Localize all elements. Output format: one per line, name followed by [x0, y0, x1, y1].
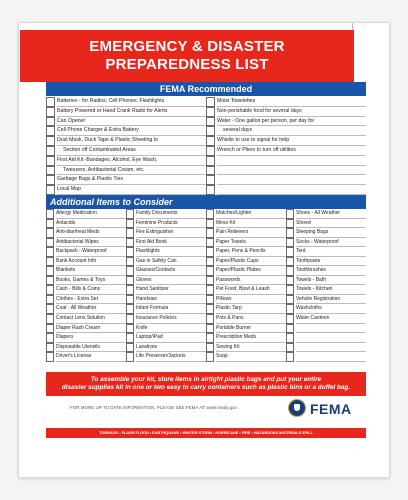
title-line-2: PREPAREDNESS LIST [105, 56, 269, 73]
additional-item: Passwords [216, 276, 286, 286]
additional-item: Cash - Bills & Coins [56, 285, 126, 295]
additional-row [126, 285, 206, 295]
checkbox[interactable] [46, 343, 54, 353]
checkbox[interactable] [206, 126, 215, 136]
additional-item: Prescription Meds [216, 333, 286, 343]
checkbox[interactable] [286, 228, 294, 238]
additional-item: Backpack - Waterproof [56, 247, 126, 257]
checkbox[interactable] [46, 97, 55, 107]
recommended-row [46, 97, 366, 107]
additional-item: Glasses/Contacts [136, 266, 206, 276]
additional-row [46, 219, 126, 229]
additional-item: Handsaw [136, 295, 206, 305]
recommended-item: Battery Powered or Hand Crank Radio for Alerts [57, 107, 206, 117]
recommended-row [46, 117, 366, 127]
notice-line-2: disaster supplies kit in one or two easy to carry containers such as plastic bins or a duffel bag. [61, 384, 351, 391]
additional-item: Laptop/iPad [136, 333, 206, 343]
additional-item: Disposable Utensils [56, 343, 126, 353]
checkbox[interactable] [206, 209, 214, 219]
additional-item: Coat - All Weather [56, 304, 126, 314]
checkbox[interactable] [206, 156, 215, 166]
checkbox[interactable] [286, 343, 294, 353]
checkbox[interactable] [286, 314, 294, 324]
additional-item: Paper/Plastic Plates [216, 266, 286, 276]
additional-row [286, 295, 366, 305]
recommended-heading: FEMA Recommended [46, 82, 366, 96]
footer-info: FOR MORE UP TO DATE INFORMATION, PLEASE SEE FEMA AT: www.ready.gov [70, 405, 237, 410]
additional-item: Toothbrushes [296, 266, 366, 276]
recommended-item: Moist Towelettes [217, 97, 366, 107]
recommended-row [46, 185, 366, 195]
additional-item: Gas in Safety Can [136, 257, 206, 267]
hazards-strip: TORNADO • FLASH FLOOD • EARTHQUAKE • WINTER STORM • HURRICANE • FIRE • HAZARDOUS MATERIALS SPILL [46, 428, 366, 438]
additional-row [46, 324, 126, 334]
checkbox[interactable] [46, 175, 55, 185]
checkbox[interactable] [206, 247, 214, 257]
additional-row [46, 276, 126, 286]
additional-row [286, 247, 366, 257]
additional-row [126, 304, 206, 314]
recommended-item: Water - One gallon per person, per day for [217, 117, 366, 127]
additional-item: Contact Lens Solution [56, 314, 126, 324]
checkbox[interactable] [126, 219, 134, 229]
additional-row [126, 247, 206, 257]
recommended-item: Cell Phone Charger & Extra Battery [57, 126, 206, 136]
checkbox[interactable] [46, 107, 55, 117]
additional-row [206, 266, 286, 276]
checkbox[interactable] [126, 209, 134, 219]
additional-row [286, 228, 366, 238]
additional-row [126, 343, 206, 353]
recommended-item [217, 185, 366, 195]
additional-row [46, 352, 126, 362]
additional-row [126, 352, 206, 362]
checkbox[interactable] [126, 257, 134, 267]
checkbox[interactable] [126, 228, 134, 238]
checkbox[interactable] [46, 285, 54, 295]
checkbox[interactable] [46, 166, 55, 176]
title-banner [20, 30, 354, 82]
additional-item: Bank Account Info [56, 257, 126, 267]
checkbox[interactable] [286, 247, 294, 257]
checkbox[interactable] [206, 333, 214, 343]
additional-row [206, 304, 286, 314]
additional-row [286, 219, 366, 229]
additional-item: Antacids [56, 219, 126, 229]
additional-item [296, 333, 366, 343]
additional-item: Laxatives [136, 343, 206, 353]
notice-box [46, 372, 366, 396]
recommended-item: Can Opener [57, 117, 206, 127]
recommended-row [46, 126, 366, 136]
additional-row [126, 266, 206, 276]
additional-row [126, 219, 206, 229]
recommended-list [46, 97, 366, 195]
additional-row [206, 295, 286, 305]
checkbox[interactable] [206, 266, 214, 276]
recommended-item: several days [217, 126, 366, 136]
recommended-row [46, 175, 366, 185]
additional-item: Socks - Waterproof [296, 238, 366, 248]
checkbox[interactable] [46, 304, 54, 314]
checkbox[interactable] [46, 238, 54, 248]
checkbox[interactable] [286, 295, 294, 305]
notice-line-1: To assemble your kit, store items in airtight plastic bags and put your entire [90, 376, 322, 383]
checkbox[interactable] [126, 333, 134, 343]
checkbox[interactable] [206, 343, 214, 353]
additional-row [206, 257, 286, 267]
checkbox[interactable] [126, 238, 134, 248]
additional-item: Flashlights [136, 247, 206, 257]
additional-item: Allergy Medication [56, 209, 126, 219]
additional-item: Insurance Policies [136, 314, 206, 324]
recommended-row [46, 156, 366, 166]
additional-item [296, 352, 366, 362]
checkbox[interactable] [286, 333, 294, 343]
additional-item: Pet Food, Bowl & Leash [216, 285, 286, 295]
checkbox[interactable] [286, 324, 294, 334]
checkbox[interactable] [206, 136, 215, 146]
additional-row [46, 295, 126, 305]
recommended-item: Dust Mask, Duck Tape & Plastic Sheeting to [57, 136, 206, 146]
additional-row [126, 276, 206, 286]
checkbox[interactable] [206, 219, 214, 229]
recommended-row [46, 107, 366, 117]
additional-item: Sewing Kit [216, 343, 286, 353]
additional-item [296, 324, 366, 334]
additional-item: Driver's License [56, 352, 126, 362]
additional-column [126, 209, 206, 362]
additional-item: Soap [216, 352, 286, 362]
additional-row [46, 266, 126, 276]
additional-row [286, 276, 366, 286]
checkbox[interactable] [46, 276, 54, 286]
additional-item: Washcloths [296, 304, 366, 314]
checkbox[interactable] [126, 285, 134, 295]
checkbox[interactable] [286, 238, 294, 248]
additional-row [46, 228, 126, 238]
recommended-item: Tweezers, Antibacterial Cream, etc. [57, 166, 206, 176]
checkbox[interactable] [46, 136, 55, 146]
additional-row [206, 352, 286, 362]
additional-row [126, 228, 206, 238]
additional-item: Toothpaste [296, 257, 366, 267]
additional-item: Feminine Products [136, 219, 206, 229]
checkbox[interactable] [286, 304, 294, 314]
additional-item [296, 343, 366, 353]
additional-list [46, 209, 366, 362]
additional-item: Diapers [56, 333, 126, 343]
dhs-seal-icon [288, 399, 306, 417]
checkbox[interactable] [206, 304, 214, 314]
checkbox[interactable] [46, 324, 54, 334]
checkbox[interactable] [286, 266, 294, 276]
additional-item: Portable Burner [216, 324, 286, 334]
checkbox[interactable] [46, 156, 55, 166]
additional-row [286, 209, 366, 219]
checkbox[interactable] [286, 219, 294, 229]
additional-row [126, 238, 206, 248]
additional-row [46, 314, 126, 324]
checkbox[interactable] [206, 352, 214, 362]
additional-item: Water Canteen [296, 314, 366, 324]
additional-item: Knife [136, 324, 206, 334]
additional-row [286, 333, 366, 343]
checkbox[interactable] [126, 266, 134, 276]
checkbox[interactable] [46, 295, 54, 305]
additional-column [286, 209, 366, 362]
checkbox[interactable] [206, 314, 214, 324]
recommended-row [46, 166, 366, 176]
checkbox[interactable] [46, 146, 55, 156]
additional-item: Books, Games & Toys [56, 276, 126, 286]
checkbox[interactable] [286, 285, 294, 295]
additional-row [46, 285, 126, 295]
additional-item: Fire Extinguisher [136, 228, 206, 238]
checkbox[interactable] [206, 97, 215, 107]
additional-row [286, 343, 366, 353]
checkbox[interactable] [126, 247, 134, 257]
checkbox[interactable] [206, 146, 215, 156]
checkbox[interactable] [46, 228, 54, 238]
additional-row [206, 209, 286, 219]
additional-row [206, 314, 286, 324]
additional-row [126, 295, 206, 305]
recommended-item: Local Map [57, 185, 206, 195]
additional-item: Anti-diarrheal Meds [56, 228, 126, 238]
additional-item: Infant Formula [136, 304, 206, 314]
additional-item: Gloves [136, 276, 206, 286]
checkbox[interactable] [46, 266, 54, 276]
additional-row [206, 238, 286, 248]
additional-row [126, 314, 206, 324]
checkbox[interactable] [46, 126, 55, 136]
additional-item: Antibacterial Wipes [56, 238, 126, 248]
additional-item: Paper/Plastic Cups [216, 257, 286, 267]
additional-row [46, 257, 126, 267]
recommended-item: Section off Contaminated Areas [57, 146, 206, 156]
checkbox[interactable] [206, 228, 214, 238]
recommended-item: Non-perishable food for several days [217, 107, 366, 117]
additional-row [286, 257, 366, 267]
checkbox[interactable] [126, 352, 134, 362]
additional-row [206, 333, 286, 343]
checkbox[interactable] [206, 285, 214, 295]
additional-item: Sleeping Bags [296, 228, 366, 238]
additional-item: Plastic Tarp [216, 304, 286, 314]
recommended-item [217, 166, 366, 176]
checkbox[interactable] [46, 117, 55, 127]
recommended-item: First Aid Kit -Bandages, Alcohol, Eye Wash, [57, 156, 206, 166]
additional-row [206, 276, 286, 286]
checkbox[interactable] [46, 209, 54, 219]
checkbox[interactable] [46, 257, 54, 267]
checkbox[interactable] [46, 185, 55, 195]
checkbox[interactable] [206, 107, 215, 117]
additional-item: Pots & Pans [216, 314, 286, 324]
additional-row [286, 352, 366, 362]
additional-item: Life Preserver/Jackets [136, 352, 206, 362]
checkbox[interactable] [46, 333, 54, 343]
additional-row [286, 314, 366, 324]
additional-row [206, 285, 286, 295]
fema-logo: FEMA [310, 401, 352, 417]
additional-row [126, 324, 206, 334]
additional-row [126, 257, 206, 267]
additional-item: Pain Relievers [216, 228, 286, 238]
additional-item: Clothes - Extra Set [56, 295, 126, 305]
additional-item: Shovel [296, 219, 366, 229]
additional-row [286, 324, 366, 334]
additional-item: Mess Kit [216, 219, 286, 229]
checkbox[interactable] [46, 247, 54, 257]
checkbox[interactable] [206, 185, 215, 195]
additional-row [46, 304, 126, 314]
additional-item: Diaper Rash Cream [56, 324, 126, 334]
checkbox[interactable] [206, 117, 215, 127]
additional-row [46, 343, 126, 353]
additional-item: Vehicle Registration [296, 295, 366, 305]
additional-item: Blankets [56, 266, 126, 276]
recommended-item: Wrench or Pliers to turn off utilities [217, 146, 366, 156]
checkbox[interactable] [126, 314, 134, 324]
additional-row [46, 247, 126, 257]
checkbox[interactable] [46, 352, 54, 362]
title-line-1: EMERGENCY & DISASTER [89, 38, 285, 55]
additional-row [126, 333, 206, 343]
recommended-item: Batteries - for Radios; Cell Phones; Flashlights [57, 97, 206, 107]
checkbox[interactable] [206, 166, 215, 176]
additional-row [46, 209, 126, 219]
additional-row [206, 228, 286, 238]
additional-column [206, 209, 286, 362]
checkbox[interactable] [206, 295, 214, 305]
additional-item: Pillows [216, 295, 286, 305]
checkbox[interactable] [206, 175, 215, 185]
recommended-item: Whistle to use to signal for help [217, 136, 366, 146]
recommended-item [217, 156, 366, 166]
checkbox[interactable] [206, 324, 214, 334]
additional-row [46, 238, 126, 248]
recommended-item: Garbage Bags & Plastic Ties [57, 175, 206, 185]
recommended-row [46, 146, 366, 156]
checkbox[interactable] [286, 352, 294, 362]
additional-column [46, 209, 126, 362]
checkbox[interactable] [126, 343, 134, 353]
checkbox[interactable] [46, 219, 54, 229]
checkbox[interactable] [126, 295, 134, 305]
additional-row [286, 304, 366, 314]
additional-row [46, 333, 126, 343]
recommended-row [46, 136, 366, 146]
additional-item: Paper Towels [216, 238, 286, 248]
additional-row [286, 285, 366, 295]
additional-item: Matches/Lighter [216, 209, 286, 219]
checkbox[interactable] [206, 238, 214, 248]
additional-row [286, 238, 366, 248]
checkbox[interactable] [126, 324, 134, 334]
additional-row [126, 209, 206, 219]
additional-row [206, 324, 286, 334]
checkbox[interactable] [126, 304, 134, 314]
recommended-item [217, 175, 366, 185]
additional-item: First Aid Book [136, 238, 206, 248]
additional-item: Towels - Bath [296, 276, 366, 286]
additional-heading: Additional Items to Consider [46, 195, 366, 209]
additional-item: Towels - Kitchen [296, 285, 366, 295]
additional-item: Paper, Pens & Pencils [216, 247, 286, 257]
additional-item: Tent [296, 247, 366, 257]
checkbox[interactable] [206, 276, 214, 286]
checkbox[interactable] [206, 257, 214, 267]
additional-row [206, 343, 286, 353]
checkbox[interactable] [286, 257, 294, 267]
additional-row [206, 247, 286, 257]
checkbox[interactable] [46, 314, 54, 324]
checkbox[interactable] [126, 276, 134, 286]
additional-row [206, 219, 286, 229]
additional-item: Family Documents [136, 209, 206, 219]
checkbox[interactable] [286, 209, 294, 219]
additional-row [286, 266, 366, 276]
additional-item: Shoes - All Weather [296, 209, 366, 219]
checkbox[interactable] [286, 276, 294, 286]
additional-item: Hand Sanitizer [136, 285, 206, 295]
